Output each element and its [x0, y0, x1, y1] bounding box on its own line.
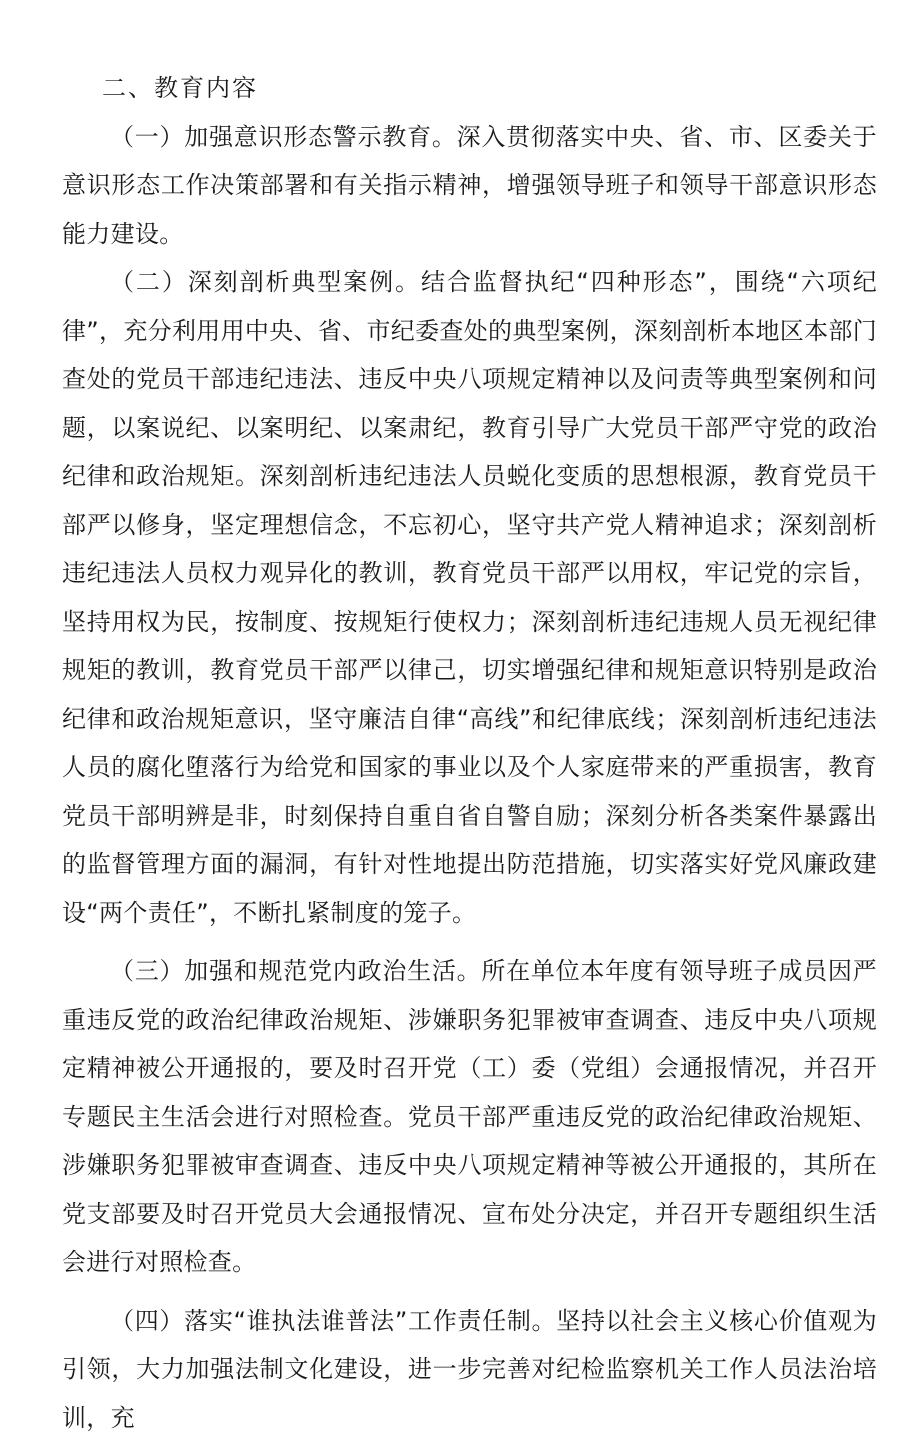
- paragraph-3: （三）加强和规范党内政治生活。所在单位本年度有领导班子成员因严重违反党的政治纪律政治规矩、涉嫌职务犯罪被审查调查、违反中央八项规定精神被公开通报的，要及时召开党（工）委（党组）会通报情况，并召开专题民主生活会进行对照检查。党员干部严重违反党的政治纪律政治规矩、涉嫌职务犯罪被审查调查、违反中央八项规定精神等被公开通报的，其所在党支部要及时召开党员大会通报情况、宣布处分决定，并召开专题组织生活会进行对照检查。: [62, 947, 877, 1287]
- document-body: [62, 64, 877, 1442]
- paragraph-gap: [62, 937, 877, 947]
- paragraph-2: （二）深刻剖析典型案例。结合监督执纪“四种形态”，围绕“六项纪律”，充分利用用中央、省、市纪委查处的典型案例，深刻剖析本地区本部门查处的党员干部违纪违法、违反中央八项规定精神以及问责等典型案例和问题，以案说纪、以案明纪、以案肃纪，教育引导广大党员干部严守党的政治纪律和政治规矩。深刻剖析违纪违法人员蜕化变质的思想根源，教育党员干部严以修身，坚定理想信念，不忘初心，坚守共产党人精神追求；深刻剖析违纪违法人员权力观异化的教训，教育党员干部严以用权，牢记党的宗旨，坚持用权为民，按制度、按规矩行使权力；深刻剖析违纪违规人员无视纪律规矩的教训，教育党员干部严以律己，切实增强纪律和规矩意识特别是政治纪律和政治规矩意识，坚守廉洁自律“高线”和纪律底线；深刻剖析违纪违法人员的腐化堕落行为给党和国家的事业以及个人家庭带来的严重损害，教育党员干部明辨是非，时刻保持自重自省自警自励；深刻分析各类案件暴露出的监督管理方面的漏洞，有针对性地提出防范措施，切实落实好党风廉政建设“两个责任”，不断扎紧制度的笼子。: [62, 258, 877, 937]
- paragraph-4: （四）落实“谁执法谁普法”工作责任制。坚持以社会主义核心价值观为引领，大力加强法制文化建设，进一步完善对纪检监察机关工作人员法治培训，充: [62, 1297, 877, 1442]
- paragraph-1: （一）加强意识形态警示教育。深入贯彻落实中央、省、市、区委关于意识形态工作决策部署和有关指示精神，增强领导班子和领导干部意识形态能力建设。: [62, 113, 877, 259]
- section-heading: 二、教育内容: [62, 64, 877, 113]
- paragraph-gap: [62, 1287, 877, 1297]
